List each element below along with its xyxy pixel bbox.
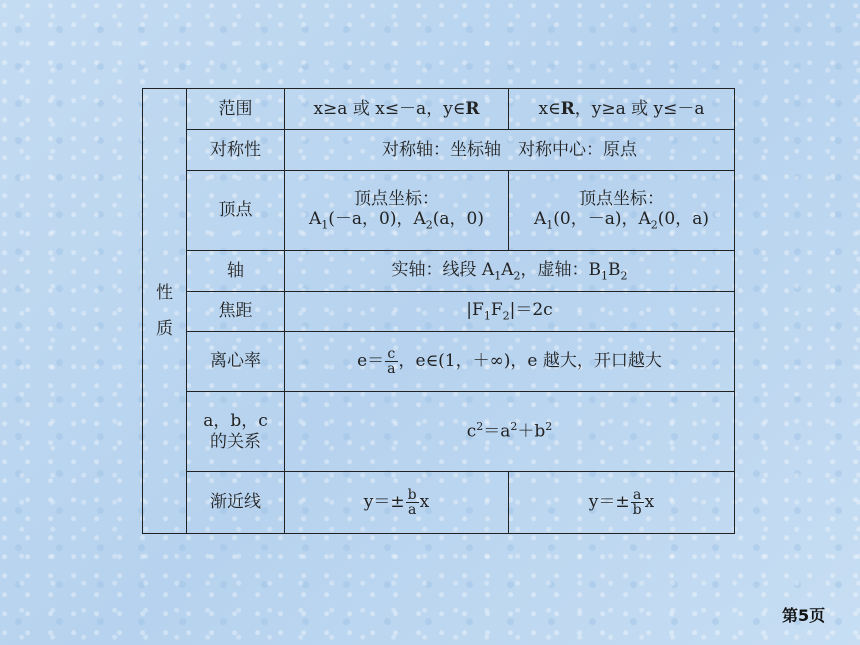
eccentricity-fraction: $\frac{c}{a}$ [387, 346, 396, 377]
symmetry-label: 对称性 [187, 130, 285, 171]
asymptote-y-axis-cell: y＝± $\frac{a}{b}$ x [509, 472, 735, 534]
relation-label: a，b，c 的关系 [187, 392, 285, 472]
vertex-x-axis-cell: 顶点坐标： $A_1(-a$，0)，$A_2(a$，0) [285, 171, 509, 251]
range-y-axis-cell: x∈R，y≥a 或 y≤－a [509, 89, 735, 130]
eccentricity-value: e＝ $\frac{c}{a}$ ，e∈(1，＋∞)，e 越大，开口越大 [285, 332, 735, 392]
side-char-2: 质 [156, 319, 173, 339]
focal-value: $|F_1F_2|=2c$ [285, 292, 735, 332]
range-x-axis-cell: x≥a 或 x≤－a，y∈R [285, 89, 509, 130]
side-char-1: 性 [156, 283, 173, 303]
relation-value: $c^2=a^2+b^2$ [285, 392, 735, 472]
focal-label: 焦距 [187, 292, 285, 332]
properties-side-label [143, 89, 187, 534]
axis-value: 实轴：线段 $A_1A_2$，虚轴：$B_1B_2$ [285, 251, 735, 292]
vertex-label: 顶点 [187, 171, 285, 251]
asymptote-x-axis-cell: y＝± $\frac{b}{a}$ x [285, 472, 509, 534]
vertex-y-axis-cell: 顶点坐标： $A_1(0$，－a)，$A_2(0$，a) [509, 171, 735, 251]
symmetry-value: 对称轴：坐标轴 对称中心：原点 [285, 130, 735, 171]
asymptote-label: 渐近线 [187, 472, 285, 534]
eccentricity-label: 离心率 [187, 332, 285, 392]
page-number: 第5页 [782, 606, 826, 625]
axis-label: 轴 [187, 251, 285, 292]
range-label: 范围 [187, 89, 285, 130]
hyperbola-properties-table [142, 88, 735, 534]
